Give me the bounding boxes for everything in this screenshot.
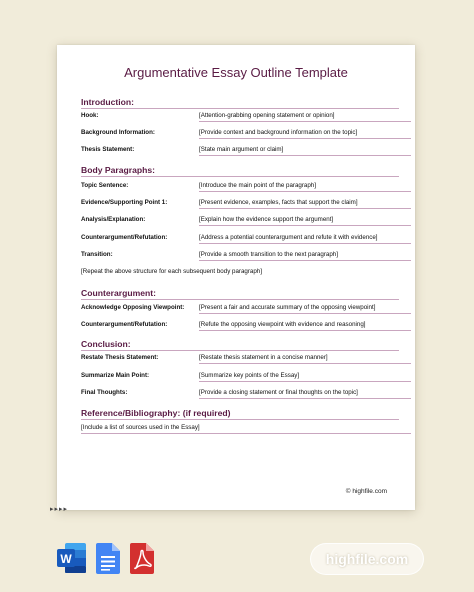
document-title: Argumentative Essay Outline Template [124,65,348,80]
row-value: [State main argument or claim] [199,146,284,153]
section-heading-introduction: Introduction: [81,97,399,109]
row-value: [Present a fair and accurate summary of the opposing viewpoint] [199,304,376,311]
row-value: [Provide context and background information on the topic] [199,129,358,136]
outline-row [81,234,411,246]
outline-row [81,354,411,366]
svg-text:W: W [60,552,72,566]
word-icon[interactable] [56,541,88,575]
outline-row [81,216,411,228]
row-value: [Explain how the evidence support the argument] [199,216,334,223]
row-underline [81,433,411,434]
pdf-icon[interactable] [126,541,158,575]
row-label: Evidence/Supporting Point 1: [81,199,168,206]
row-value: [Restate thesis statement in a concise manner] [199,354,328,361]
row-label: Background Information: [81,129,155,136]
document-page [57,45,415,510]
row-value: [Provide a closing statement or final thoughts on the topic] [199,389,358,396]
row-value: [Present evidence, examples, facts that support the claim] [199,199,358,206]
row-value: [Provide a smooth transition to the next paragraph] [199,251,338,258]
google-docs-icon[interactable] [92,541,124,575]
outline-row [81,372,411,384]
outline-row [81,129,411,141]
outline-row [81,389,411,401]
section-heading-counterargument: Counterargument: [81,288,399,300]
copyright-text: © highfile.com [345,488,387,495]
row-value: [Address a potential counterargument and refute it with evidence] [199,234,378,241]
outline-note-row [81,268,411,280]
outline-row [81,251,411,263]
row-label: Topic Sentence: [81,182,129,189]
row-label: Analysis/Explanation: [81,216,146,223]
section-note: [Repeat the above structure for each subsequent body paragraph] [81,268,262,275]
row-underline [199,260,411,261]
row-label: Counterargument/Refutation: [81,321,168,328]
outline-row [81,199,411,211]
row-label: Restate Thesis Statement: [81,354,159,361]
row-underline [199,208,411,209]
row-underline [199,313,411,314]
row-label: Thesis Statement: [81,146,135,153]
row-value: [Introduce the main point of the paragraph] [199,182,316,189]
row-underline [199,243,411,244]
row-underline [199,138,411,139]
outline-row [81,304,411,316]
outline-row [81,112,411,124]
row-label: Hook: [81,112,99,119]
row-underline [199,225,411,226]
row-label: Counterargument/Refutation: [81,234,168,241]
row-underline [199,155,411,156]
row-underline [199,398,411,399]
outline-note-row [81,424,411,436]
outline-row [81,182,411,194]
row-label: Transition: [81,251,113,258]
section-note: [Include a list of sources used in the Essay] [81,424,200,431]
outline-row [81,146,411,158]
brand-button[interactable]: highfile.com [310,543,424,575]
row-value: [Refute the opposing viewpoint with evidence and reasoning] [199,321,366,328]
outline-row [81,321,411,333]
row-label: Summarize Main Point: [81,372,150,379]
row-label: Final Thoughts: [81,389,128,396]
row-underline [199,330,411,331]
row-underline [199,381,411,382]
page-indicator-dots: ▸▸▸▸ [50,506,69,513]
row-value: [Summarize key points of the Essay] [199,372,300,379]
row-underline [199,363,411,364]
section-heading-body-paragraphs: Body Paragraphs: [81,165,399,177]
row-label: Acknowledge Opposing Viewpoint: [81,304,185,311]
section-heading-reference: Reference/Bibliography: (if required) [81,408,399,420]
row-underline [199,191,411,192]
section-heading-conclusion: Conclusion: [81,339,399,351]
row-underline [199,121,411,122]
row-value: [Attention-grabbing opening statement or opinion] [199,112,335,119]
